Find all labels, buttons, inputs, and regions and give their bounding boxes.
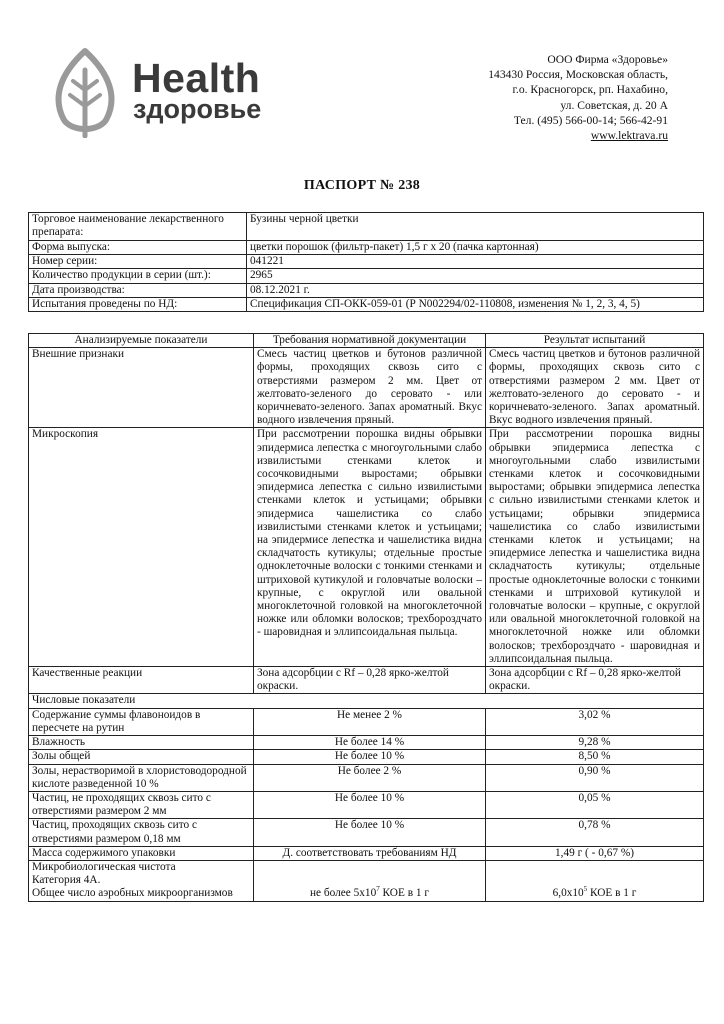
test-results-table <box>28 333 704 902</box>
requirement-text: При рассмотрении порошка видны обрывки эпидермиса лепестка с многоугольными слабо извилистыми стенками клеток и сосочковидными выростами; обрывки эпидермиса лепестка с сильно извилистыми стенками клеток и устьицами; обрывки эпидермиса чашелистика со слабо извилистыми стенками клеток и устьицами; на эпидермисе лепестка и чашелистика видна складчатость кутикулы; отдельные простые одноклеточные волоски с тонкими стенками и штриховой кутикулой и головчатые волоски – крупные, с округлой или овальной многоклеточной головкой на многоклеточной ножке или обломки волосков; трехбороздчато - шаровидная и эллипсоидальная пыльца. <box>254 428 486 667</box>
micro-line-1: Микробиологическая чистота <box>32 860 176 873</box>
brand-name-en: Health <box>132 55 261 101</box>
result-value: 1,49 г ( - 0,67 %) <box>486 846 704 860</box>
result-value: 0,90 % <box>486 764 704 791</box>
requirement-value: Не более 10 % <box>254 750 486 764</box>
row-microscopy <box>29 428 704 667</box>
info-value: Спецификация СП-ОКК-059-01 (Р N002294/02-110808, изменения № 1, 2, 3, 4, 5) <box>247 297 704 311</box>
info-value: 041221 <box>247 255 704 269</box>
header-requirement: Требования нормативной документации <box>254 334 486 348</box>
row-package-mass <box>29 846 704 860</box>
indicator-name: Масса содержимого упаковки <box>29 846 254 860</box>
company-info <box>488 52 668 143</box>
row-moisture <box>29 736 704 750</box>
res-unit: КОЕ в 1 г <box>587 887 637 900</box>
company-address-line-3: ул. Советская, д. 20 А <box>560 98 668 112</box>
indicator-name: Содержание суммы флавоноидов в пересчете на рутин <box>29 708 254 735</box>
row-numeric-header <box>29 694 704 708</box>
res-exp: 5 <box>583 885 588 894</box>
requirement-value: Не более 10 % <box>254 791 486 818</box>
req-exp: 7 <box>376 885 380 894</box>
result-value <box>486 860 704 901</box>
info-row-quantity <box>29 269 704 283</box>
company-phone: Тел. (495) 566-00-14; 566-42-91 <box>513 113 668 127</box>
info-label: Испытания проведены по НД: <box>29 297 247 311</box>
indicator-name: Золы общей <box>29 750 254 764</box>
product-info-table <box>28 212 704 312</box>
info-label: Количество продукции в серии (шт.): <box>29 269 247 283</box>
info-value: цветки порошок (фильтр-пакет) 1,5 г х 20 (пачка картонная) <box>247 241 704 255</box>
result-value: 3,02 % <box>486 708 704 735</box>
row-microbiology <box>29 860 704 901</box>
micro-line-2: Категория 4А. <box>32 874 101 887</box>
result-text: Смесь частиц цветков и бутонов различной формы, проходящих сквозь сито с отверстиями размером 2 мм. Цвет от желтовато-зеленого до серовато - и коричневато-зеленого. Запах ароматный. Вкус водного извлечения пряный. <box>486 348 704 428</box>
requirement-value: Д. соответствовать требованиям НД <box>254 846 486 860</box>
row-particles-018mm <box>29 819 704 846</box>
info-value: Бузины черной цветки <box>247 213 704 241</box>
requirement-value: Не более 2 % <box>254 764 486 791</box>
company-website-link[interactable]: www.lektrava.ru <box>590 129 668 143</box>
requirement-value: Не менее 2 % <box>254 708 486 735</box>
indicator-name: Микроскопия <box>29 428 254 667</box>
requirement-text: Зона адсорбции с Rf – 0,28 ярко-желтой окраски. <box>254 667 486 694</box>
indicator-name: Качественные реакции <box>29 667 254 694</box>
company-address-line-2: г.о. Красногорск, рп. Нахабино, <box>512 83 668 97</box>
row-total-ash <box>29 750 704 764</box>
result-text: При рассмотрении порошка видны обрывки эпидермиса лепестка с многоугольными слабо извилистыми стенками клеток и сосочковидными выростами; обрывки эпидермиса лепестка с сильно извилистыми стенками клеток и устьицами; обрывки эпидермиса чашелистика со слабо извилистыми стенками клеток и устьицами; на эпидермисе лепестка и чашелистика видна складчатость кутикулы; отдельные простые одноклеточные волоски с тонкими стенками и штриховой кутикулой и головчатые волоски – крупные, с округлой или овальной многоклеточной головкой на многоклеточной ножке или обломки волосков; трехбороздчато - шаровидная и эллипсоидальная пыльца. <box>486 428 704 667</box>
requirement-value: Не более 14 % <box>254 736 486 750</box>
brand-name-ru: здоровье <box>133 94 262 124</box>
info-row-batch-number <box>29 255 704 269</box>
res-base: 6,0х10 <box>552 887 584 900</box>
info-row-trade-name <box>29 213 704 241</box>
row-external-signs <box>29 348 704 428</box>
company-address-line-1: 143430 Россия, Московская область, <box>488 68 668 82</box>
header-result: Результат испытаний <box>486 334 704 348</box>
indicator-name: Внешние признаки <box>29 348 254 428</box>
results-header-row <box>29 334 704 348</box>
row-insoluble-ash <box>29 764 704 791</box>
result-text: Зона адсорбции с Rf – 0,28 ярко-желтой окраски. <box>486 667 704 694</box>
leaf-logo-icon <box>48 48 122 143</box>
info-label: Номер серии: <box>29 255 247 269</box>
info-label: Форма выпуска: <box>29 241 247 255</box>
info-value: 2965 <box>247 269 704 283</box>
info-label: Дата производства: <box>29 283 247 297</box>
row-flavonoids <box>29 708 704 735</box>
indicator-name: Золы, нерастворимой в хлористоводородной кислоте разведенной 10 % <box>29 764 254 791</box>
result-value: 8,50 % <box>486 750 704 764</box>
indicator-name: Частиц, не проходящих сквозь сито с отверстиями размером 2 мм <box>29 791 254 818</box>
header-indicator: Анализируемые показатели <box>29 334 254 348</box>
indicator-name <box>29 860 254 901</box>
numeric-section-title: Числовые показатели <box>29 694 704 708</box>
req-unit: КОЕ в 1 г <box>379 887 429 900</box>
result-value: 9,28 % <box>486 736 704 750</box>
requirement-value <box>254 860 486 901</box>
info-row-test-spec <box>29 297 704 311</box>
info-row-production-date <box>29 283 704 297</box>
requirement-text: Смесь частиц цветков и бутонов различной формы, проходящих сквозь сито с отверстиями размером 2 мм. Цвет от желтовато-зеленого до серовато - или коричневато-зеленого. Запах ароматный. Вкус водного извлечения пряный. <box>254 348 486 428</box>
info-label: Торговое наименование лекарственного препарата: <box>29 213 247 241</box>
info-row-release-form <box>29 241 704 255</box>
row-particles-2mm <box>29 791 704 818</box>
document-title: ПАСПОРТ № 238 <box>303 178 421 193</box>
req-base: не более 5х10 <box>310 887 377 900</box>
company-name: ООО Фирма «Здоровье» <box>547 53 668 66</box>
requirement-value: Не более 10 % <box>254 819 486 846</box>
indicator-name: Частиц, проходящих сквозь сито с отверстиями размером 0,18 мм <box>29 819 254 846</box>
result-value: 0,78 % <box>486 819 704 846</box>
micro-line-3: Общее число аэробных микроорганизмов <box>32 887 233 900</box>
indicator-name: Влажность <box>29 736 254 750</box>
row-quality-reactions <box>29 667 704 694</box>
info-value: 08.12.2021 г. <box>247 283 704 297</box>
result-value: 0,05 % <box>486 791 704 818</box>
